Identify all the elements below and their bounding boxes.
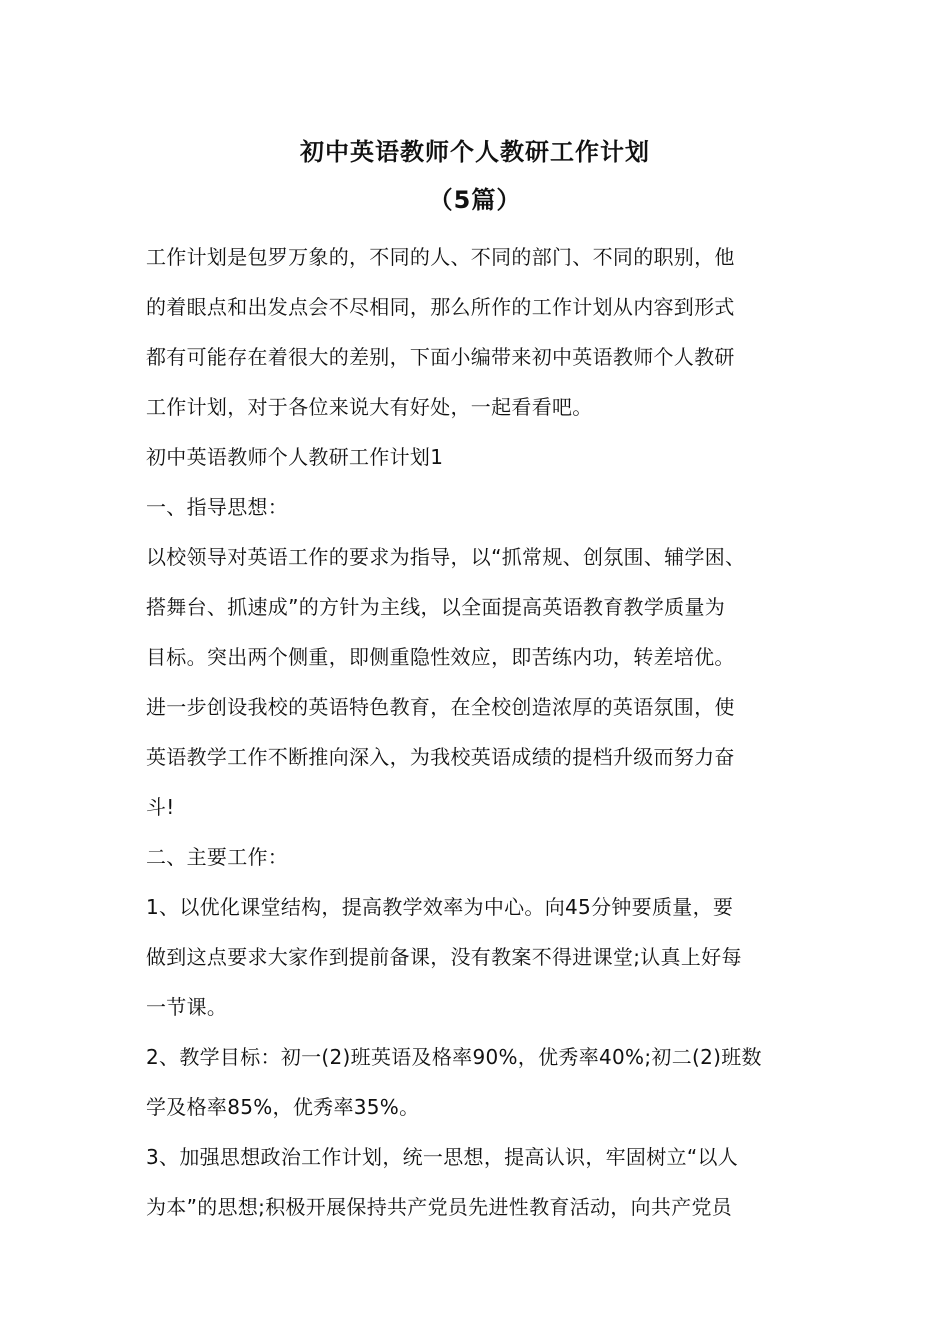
section-heading: 二、主要工作：	[146, 845, 289, 869]
section-heading: 初中英语教师个人教研工作计划1	[146, 445, 444, 469]
body-line: 英语教学工作不断推向深入，为我校英语成绩的提档升级而努力奋	[146, 745, 735, 769]
body-line: 斗!	[146, 795, 175, 819]
body-line: 进一步创设我校的英语特色教育，在全校创造浓厚的英语氛围，使	[146, 695, 735, 719]
body-line: 搭舞台、抓速成”的方针为主线，以全面提高英语教育教学质量为	[146, 595, 726, 619]
body-line: 一节课。	[146, 995, 228, 1019]
body-line: 为本”的思想;积极开展保持共产党员先进性教育活动，向共产党员	[146, 1195, 733, 1219]
body-line: 工作计划，对于各位来说大有好处，一起看看吧。	[146, 395, 593, 419]
body-line: 学及格率85%，优秀率35%。	[146, 1095, 420, 1119]
document-title: 初中英语教师个人教研工作计划	[300, 138, 650, 166]
document-body	[146, 232, 826, 1232]
body-line: 做到这点要求大家作到提前备课，没有教案不得进课堂;认真上好每	[146, 945, 742, 969]
body-line: 2、教学目标：初一(2)班英语及格率90%，优秀率40%;初二(2)班数	[146, 1045, 762, 1069]
body-line: 的着眼点和出发点会不尽相同，那么所作的工作计划从内容到形式	[146, 295, 735, 319]
body-line: 1、以优化课堂结构，提高教学效率为中心。向45分钟要质量，要	[146, 895, 734, 919]
body-line: 工作计划是包罗万象的，不同的人、不同的部门、不同的职别，他	[146, 245, 735, 269]
body-line: 3、加强思想政治工作计划，统一思想，提高认识，牢固树立“以人	[146, 1145, 739, 1169]
body-line: 都有可能存在着很大的差别，下面小编带来初中英语教师个人教研	[146, 345, 735, 369]
section-heading: 一、指导思想：	[146, 495, 289, 519]
document-subtitle: （5篇）	[428, 186, 522, 214]
body-line: 目标。突出两个侧重，即侧重隐性效应，即苦练内功，转差培优。	[146, 645, 735, 669]
body-line: 以校领导对英语工作的要求为指导，以“抓常规、创氛围、辅学困、	[146, 545, 746, 569]
